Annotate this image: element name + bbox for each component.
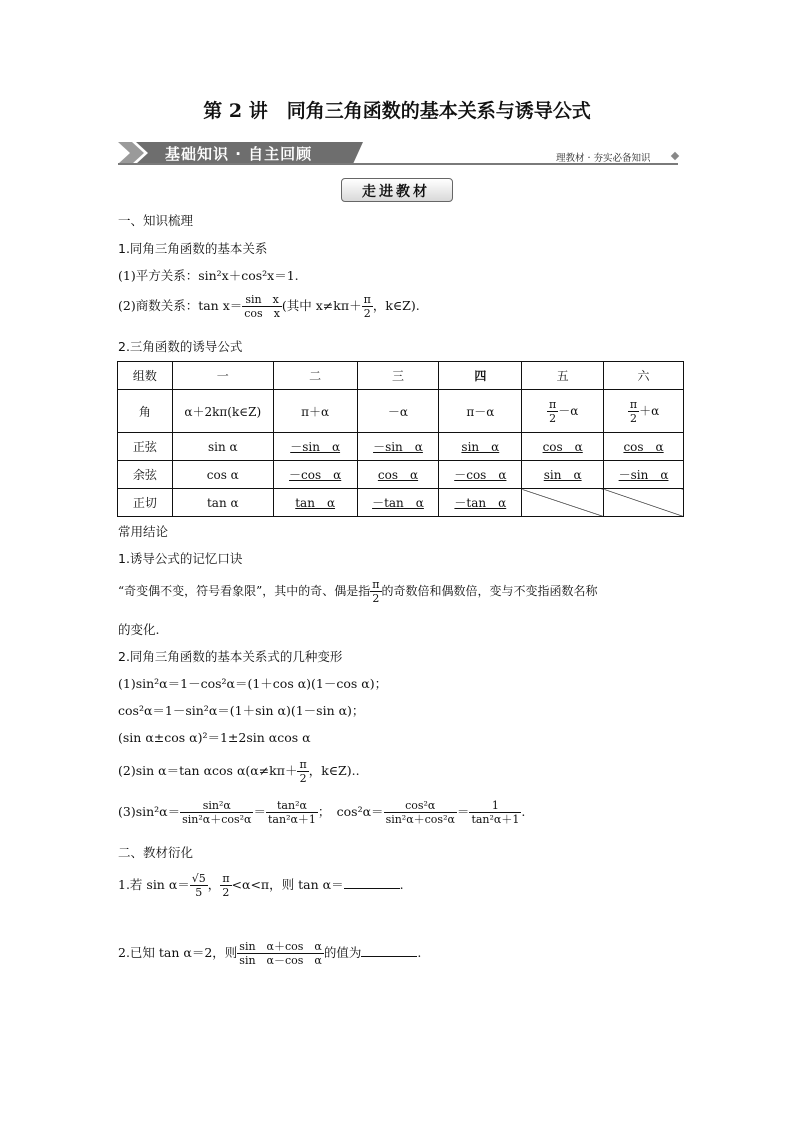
table-row bbox=[118, 461, 684, 489]
table-cell: α＋2kπ(k∈Z) bbox=[172, 390, 273, 433]
section-pill-label: 走进教材 bbox=[362, 184, 430, 200]
variant-1c: (sin α±cos α)²＝1±2sin αcos α bbox=[118, 730, 311, 745]
fraction-num: π bbox=[629, 397, 638, 411]
subheading-basic-relation: 1.同角三角函数的基本关系 bbox=[118, 241, 268, 256]
mnemonic-text-b: 的奇数倍和偶数倍，变与不变指函数名称 bbox=[381, 584, 598, 598]
table-header-cell: 五 bbox=[522, 362, 604, 390]
banner-title: 基础知识 · 自主回顾 bbox=[165, 145, 313, 163]
fraction-den: 2 bbox=[222, 886, 230, 899]
question-2-pre: 2.已知 tan α＝2，则 bbox=[118, 945, 238, 960]
fraction-num: sin x bbox=[242, 293, 282, 307]
table-row bbox=[118, 390, 684, 433]
question-2-end: . bbox=[417, 945, 422, 960]
table-cell: －cos α bbox=[439, 461, 522, 489]
table-cell: cos α bbox=[522, 433, 604, 461]
fraction-den: sin²α＋cos²α bbox=[385, 813, 455, 826]
angle-tail: ＋α bbox=[639, 403, 660, 418]
variant-2 bbox=[118, 758, 360, 785]
banner-subtitle: 理教材 · 夯实必备知识 bbox=[556, 153, 651, 164]
diamond-icon bbox=[671, 152, 679, 160]
table-header-cell: 组数 bbox=[118, 362, 173, 390]
table-cell: －tan α bbox=[439, 489, 522, 517]
table-row-label: 角 bbox=[118, 390, 173, 433]
fraction bbox=[362, 293, 373, 320]
fraction-den: sin α－cos α bbox=[239, 954, 322, 967]
table-cell: sin α bbox=[522, 461, 604, 489]
fraction-den: 2 bbox=[629, 411, 637, 425]
fraction-num: tan²α bbox=[266, 799, 318, 813]
fraction bbox=[266, 799, 318, 826]
table-cell: cos α bbox=[172, 461, 273, 489]
table-header-cell: 一 bbox=[172, 362, 273, 390]
table-cell: －tan α bbox=[357, 489, 439, 517]
table-cell: －sin α bbox=[357, 433, 439, 461]
fraction-num: π bbox=[372, 578, 380, 591]
fraction bbox=[384, 799, 457, 826]
question-1-mid: ， bbox=[207, 877, 221, 892]
quotient-pre: (2)商数关系：tan x＝ bbox=[118, 298, 243, 313]
fraction-den: cos x bbox=[244, 307, 280, 320]
induction-table bbox=[117, 361, 684, 517]
variant-3-end: . bbox=[521, 804, 526, 819]
fraction-num: sin²α bbox=[180, 799, 253, 813]
question-1 bbox=[118, 872, 404, 899]
table-cell: π＋α bbox=[273, 390, 357, 433]
table-header-cell: 四 bbox=[439, 362, 522, 390]
fraction-den: 2 bbox=[363, 307, 371, 320]
fraction bbox=[180, 799, 253, 826]
question-2-post: 的值为 bbox=[323, 945, 362, 960]
fraction bbox=[237, 940, 324, 967]
fraction-num: π bbox=[549, 397, 557, 411]
fraction bbox=[242, 293, 282, 320]
variant-1a: (1)sin²α＝1－cos²α＝(1＋cos α)(1－cos α)； bbox=[118, 676, 388, 691]
answer-blank[interactable] bbox=[344, 876, 400, 889]
heading-exercises: 二、教材衍化 bbox=[118, 845, 194, 860]
variant-1b: cos²α＝1－sin²α＝(1＋sin α)(1－sin α)； bbox=[118, 703, 365, 718]
mnemonic-text bbox=[118, 578, 598, 605]
question-1-post: <α<π，则 tan α＝ bbox=[231, 877, 344, 892]
fraction-den: 2 bbox=[549, 411, 557, 425]
question-1-pre: 1.若 sin α＝ bbox=[118, 877, 190, 892]
table-row bbox=[118, 489, 684, 517]
page-title: 第 2 讲 同角三角函数的基本关系与诱导公式 bbox=[203, 100, 591, 122]
angle-tail: －α bbox=[558, 403, 579, 418]
table-cell: cos α bbox=[604, 433, 684, 461]
table-cell-empty bbox=[522, 489, 604, 517]
fraction-den: tan²α＋1 bbox=[471, 813, 520, 826]
table-header-cell: 三 bbox=[357, 362, 439, 390]
fraction-num: sin α＋cos α bbox=[239, 940, 322, 953]
fraction-den: sin²α＋cos²α bbox=[182, 813, 252, 826]
table-cell bbox=[522, 390, 604, 433]
table-cell: sin α bbox=[172, 433, 273, 461]
fraction-num: π bbox=[222, 872, 230, 885]
fraction bbox=[220, 872, 231, 899]
table-cell: －sin α bbox=[604, 461, 684, 489]
table-cell: tan α bbox=[273, 489, 357, 517]
mnemonic-text-a: “奇变偶不变，符号看象限”，其中的奇、偶是指 bbox=[118, 584, 371, 598]
quotient-mid: (其中 x≠kπ＋ bbox=[281, 298, 362, 313]
fraction-num: √5 bbox=[191, 872, 206, 885]
table-row-label: 正弦 bbox=[118, 433, 173, 461]
fraction bbox=[547, 398, 558, 425]
variant-2-end: ，k∈Z).. bbox=[308, 763, 360, 778]
quotient-relation bbox=[118, 293, 420, 320]
subheading-mnemonic: 1.诱导公式的记忆口诀 bbox=[118, 551, 243, 566]
fraction-num: cos²α bbox=[384, 799, 457, 813]
fraction-den: 2 bbox=[372, 592, 380, 605]
quotient-end: ，k∈Z). bbox=[372, 298, 420, 313]
table-cell: sin α bbox=[439, 433, 522, 461]
mnemonic-text-c: 的变化. bbox=[118, 622, 160, 637]
heading-knowledge: 一、知识梳理 bbox=[118, 213, 194, 228]
table-header-cell: 六 bbox=[604, 362, 684, 390]
table-cell: －cos α bbox=[273, 461, 357, 489]
table-row-label: 正切 bbox=[118, 489, 173, 517]
heading-conclusions: 常用结论 bbox=[118, 524, 169, 539]
variant-2-pre: (2)sin α＝tan αcos α(α≠kπ＋ bbox=[118, 763, 298, 778]
subheading-variants: 2.同角三角函数的基本关系式的几种变形 bbox=[118, 649, 343, 664]
variant-3 bbox=[118, 799, 525, 826]
fraction bbox=[297, 758, 308, 785]
fraction-num: 1 bbox=[469, 799, 521, 813]
table-cell: －sin α bbox=[273, 433, 357, 461]
variant-3-mid: ； cos²α＝ bbox=[317, 804, 384, 819]
question-2 bbox=[118, 940, 421, 967]
table-header-row bbox=[118, 362, 684, 390]
table-cell-empty bbox=[604, 489, 684, 517]
fraction-den: tan²α＋1 bbox=[268, 813, 316, 826]
table-row-label: 余弦 bbox=[118, 461, 173, 489]
question-1-end: . bbox=[399, 877, 404, 892]
fraction-num: π bbox=[299, 758, 307, 771]
square-relation: (1)平方关系：sin²x＋cos²x＝1. bbox=[118, 268, 299, 283]
fraction bbox=[628, 398, 639, 425]
table-cell: tan α bbox=[172, 489, 273, 517]
equals-sign: ＝ bbox=[253, 804, 266, 819]
variant-3-pre: (3)sin²α＝ bbox=[118, 804, 181, 819]
subheading-induction: 2.三角函数的诱导公式 bbox=[118, 339, 243, 354]
table-cell bbox=[604, 390, 684, 433]
fraction bbox=[190, 872, 208, 899]
answer-blank[interactable] bbox=[361, 944, 417, 957]
table-cell: π－α bbox=[439, 390, 522, 433]
table-cell: cos α bbox=[357, 461, 439, 489]
table-row bbox=[118, 433, 684, 461]
fraction-den: 5 bbox=[195, 886, 203, 899]
fraction-num: π bbox=[363, 293, 371, 306]
fraction bbox=[370, 578, 381, 605]
table-cell: －α bbox=[357, 390, 439, 433]
table-header-cell: 二 bbox=[273, 362, 357, 390]
fraction-den: 2 bbox=[299, 772, 307, 785]
equals-sign: ＝ bbox=[456, 804, 470, 819]
fraction bbox=[469, 799, 521, 826]
